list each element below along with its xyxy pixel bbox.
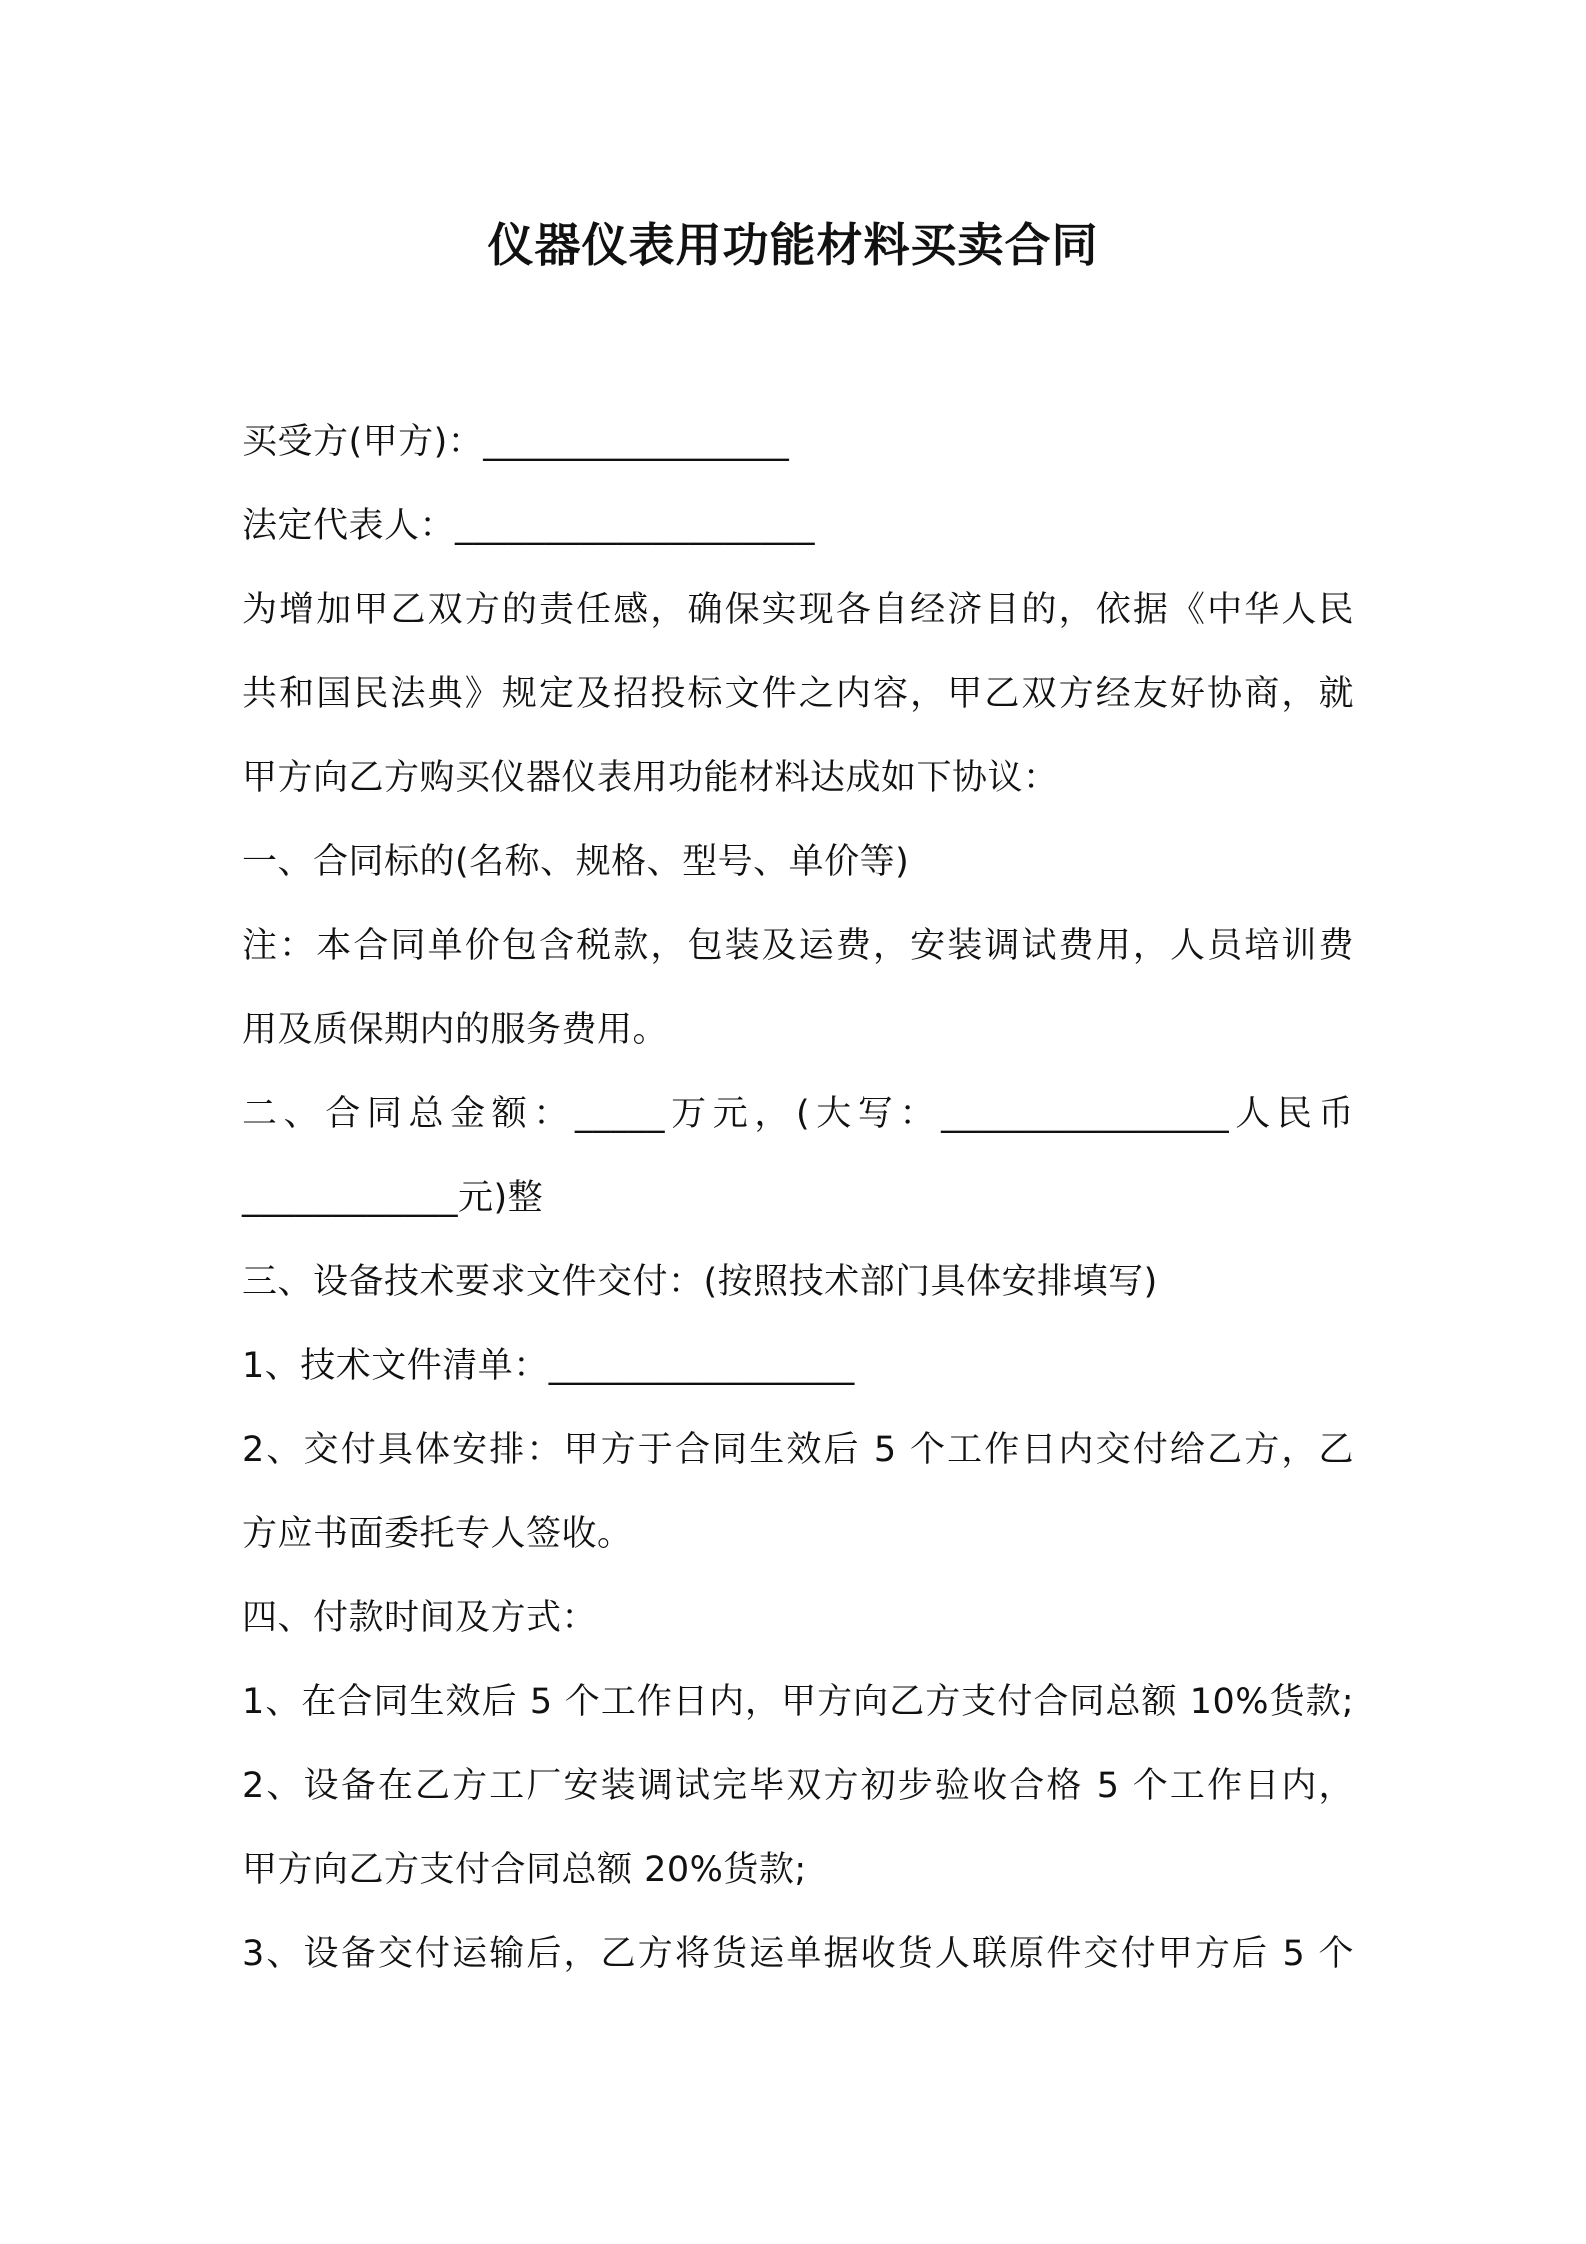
document-line: 为增加甲乙双方的责任感，确保实现各自经济目的，依据《中华人民 <box>242 590 1354 630</box>
document-line: 1、在合同生效后 5 个工作日内，甲方向乙方支付合同总额 10%货款; <box>242 1682 1354 1722</box>
document-line: 一、合同标的(名称、规格、型号、单价等) <box>242 842 910 882</box>
document-line: 二、合同总金额：_____万元，(大写：________________人民币 <box>242 1094 1354 1134</box>
document-line: 甲方向乙方支付合同总额 20%货款; <box>242 1850 807 1890</box>
document-line: 2、交付具体安排：甲方于合同生效后 5 个工作日内交付给乙方，乙 <box>242 1430 1354 1470</box>
document-line: 用及质保期内的服务费用。 <box>242 1010 669 1050</box>
document-body <box>242 400 1354 1996</box>
document-line: 四、付款时间及方式： <box>242 1598 598 1638</box>
document-line: 三、设备技术要求文件交付：(按照技术部门具体安排填写) <box>242 1262 1158 1302</box>
document-line: 共和国民法典》规定及招投标文件之内容，甲乙双方经友好协商，就 <box>242 674 1354 714</box>
document-line: 方应书面委托专人签收。 <box>242 1514 633 1554</box>
document-line: 注：本合同单价包含税款，包装及运费，安装调试费用，人员培训费 <box>242 926 1354 966</box>
document-line: 甲方向乙方购买仪器仪表用功能材料达成如下协议： <box>242 758 1059 798</box>
document-line: 2、设备在乙方工厂安装调试完毕双方初步验收合格 5 个工作日内， <box>242 1766 1354 1806</box>
document-line: 1、技术文件清单：_________________ <box>242 1346 855 1386</box>
document-line: 法定代表人：____________________ <box>242 506 816 546</box>
document-line: 3、设备交付运输后，乙方将货运单据收货人联原件交付甲方后 5 个 <box>242 1934 1354 1974</box>
document-line: 买受方(甲方)：_________________ <box>242 422 790 462</box>
document-line: ____________元)整 <box>242 1178 544 1218</box>
document-title: 仪器仪表用功能材料买卖合同 <box>487 218 1099 272</box>
